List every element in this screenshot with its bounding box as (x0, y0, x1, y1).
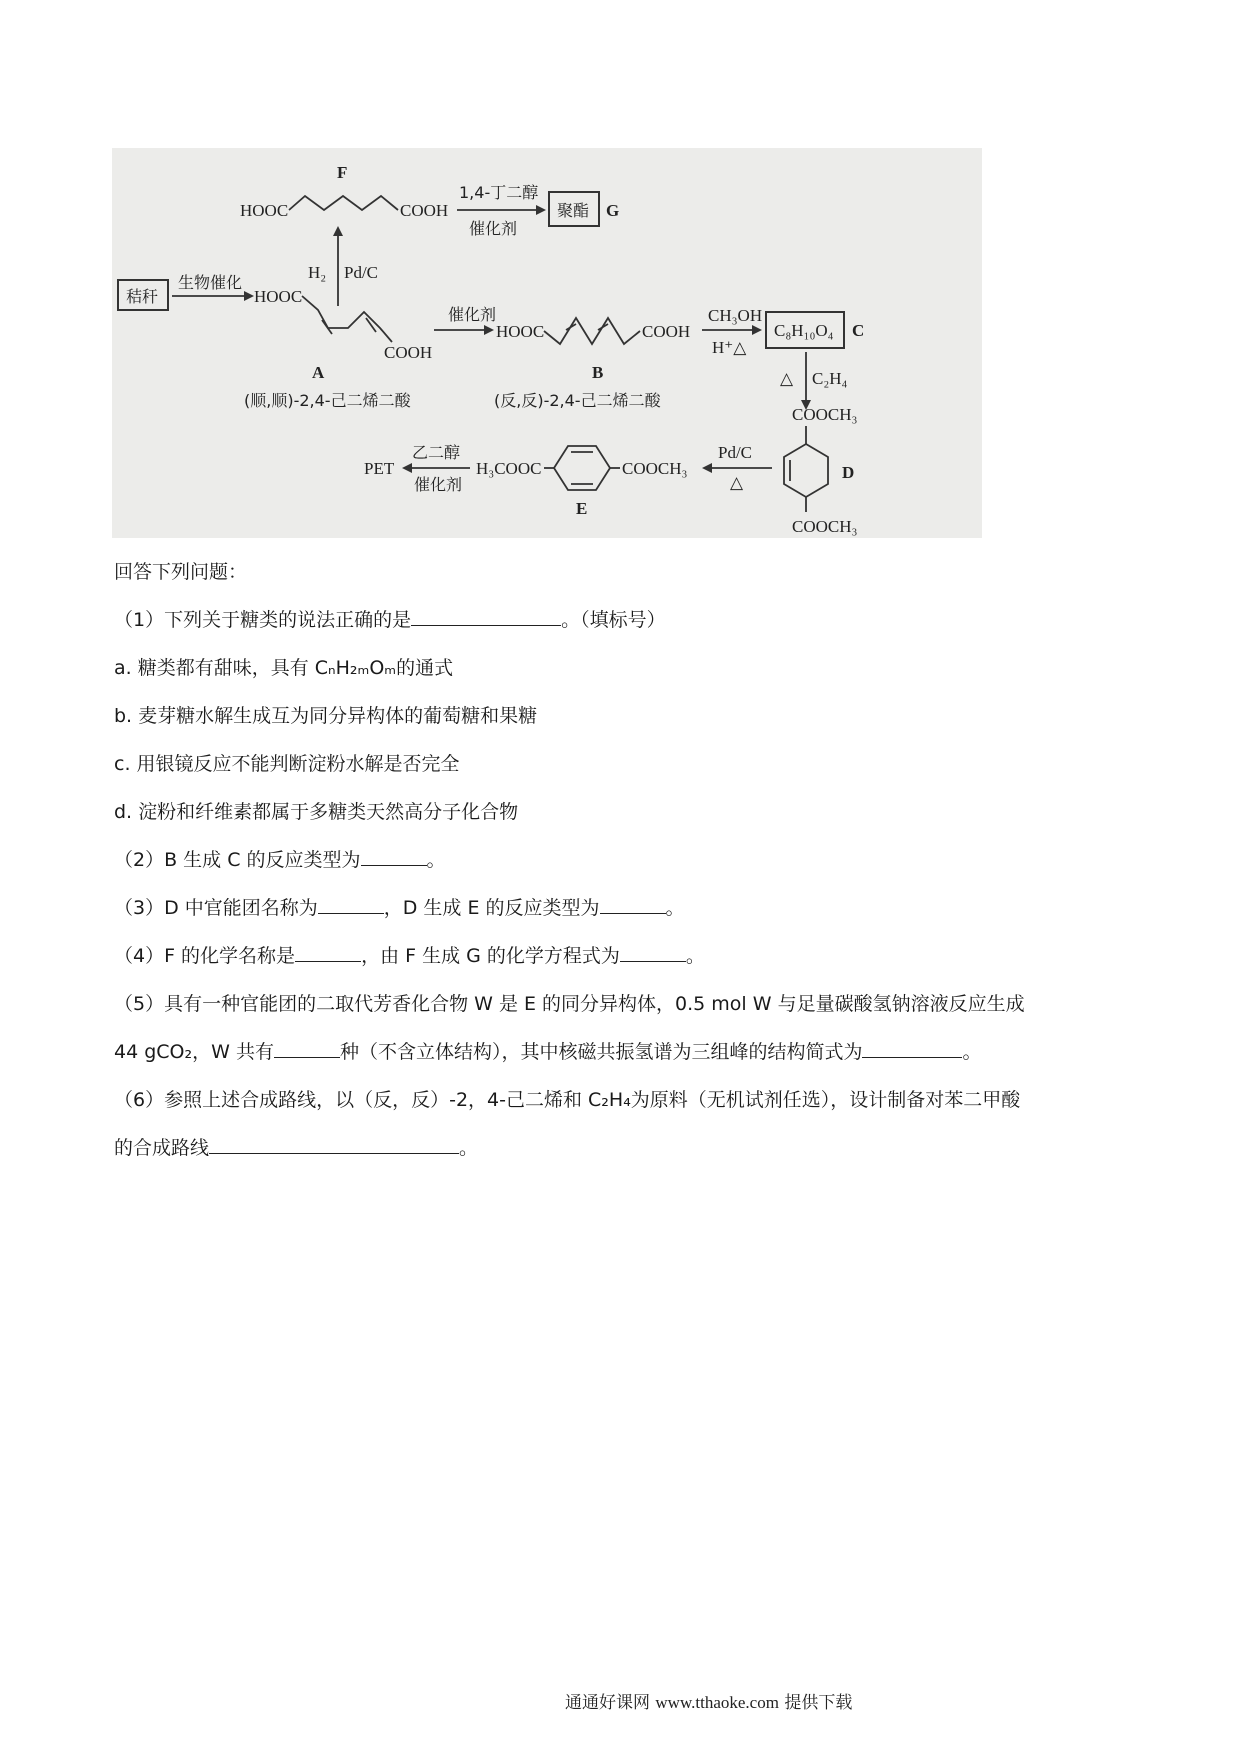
question-4 (114, 932, 1134, 980)
answer-blank-5a[interactable] (274, 1035, 340, 1058)
dehydro-heat: △ (730, 473, 744, 492)
compound-g-box-text: 聚酯 (557, 201, 590, 220)
answer-blank-4a[interactable] (295, 939, 361, 962)
question-5-end: 。 (962, 1041, 982, 1063)
question-5-line-2 (114, 1028, 1134, 1076)
question-6-stem: 的合成路线 (114, 1137, 210, 1159)
compound-b-chain (544, 318, 640, 344)
poly-arrowhead (536, 205, 546, 215)
hydrogenation-catalyst: Pd/C (344, 263, 379, 282)
synthesis-scheme-figure (112, 148, 982, 538)
option-c: c. 用银镜反应不能判断淀粉水解是否完全 (114, 753, 460, 775)
answer-blank-6[interactable] (209, 1131, 459, 1154)
compound-d-bottom-group: COOCH₃ (792, 517, 858, 536)
footer-site-name: 通通好课网 (565, 1693, 650, 1713)
question-4-stem: （4）F 的化学名称是 (114, 945, 296, 967)
answer-blank-2[interactable] (361, 843, 427, 866)
question-6-line-1: （6）参照上述合成路线，以（反，反）-2，4-己二烯和 C₂H₄为原料（无机试剂任选），设计制备对苯二甲酸 (114, 1089, 1021, 1111)
compound-c-label: C (852, 321, 865, 340)
question-3-end: 。 (665, 897, 685, 919)
compound-a-chain (302, 296, 392, 342)
dehydro-catalyst: Pd/C (718, 443, 753, 462)
pet-reagent: 乙二醇 (412, 443, 461, 462)
answer-blank-4b[interactable] (620, 939, 686, 962)
poly-reagent: 1,4-丁二醇 (459, 183, 539, 202)
compound-f-label: F (337, 163, 348, 182)
compound-d-top-group: COOCH₃ (792, 405, 858, 424)
question-5-line-1: （5）具有一种官能团的二取代芳香化合物 W 是 E 的同分异构体，0.5 mol W 与足量碳酸氢钠溶液反应生成 (114, 993, 1025, 1015)
compound-b-name: (反,反)-2,4-己二烯二酸 (494, 391, 661, 410)
question-3-stem: （3）D 中官能团名称为 (114, 897, 318, 919)
compound-b-label: B (592, 363, 604, 382)
poly-catalyst: 催化剂 (469, 219, 518, 238)
pet-catalyst: 催化剂 (414, 475, 463, 494)
hydrogenation-arrowhead (333, 226, 343, 236)
question-5-stem: 44 gCO₂，W 共有 (114, 1041, 274, 1063)
compound-b-left-group: HOOC (496, 322, 545, 341)
footer-url: www.tthaoke.com (655, 1693, 779, 1712)
option-b: b. 麦芽糖水解生成互为同分异构体的葡萄糖和果糖 (114, 705, 538, 727)
compound-b-right-group: COOH (642, 322, 691, 341)
answer-blank-3b[interactable] (600, 891, 666, 914)
hydrogenation-reagent: H₂ (308, 263, 327, 282)
question-1-stem: （1）下列关于糖类的说法正确的是 (114, 609, 412, 631)
compound-e-label: E (576, 499, 588, 518)
esterify-arrowhead (752, 325, 762, 335)
intro-text: 回答下列问题： (114, 561, 248, 583)
compound-a-left-group: HOOC (254, 287, 303, 306)
compound-a-double-bond-1 (322, 320, 332, 334)
question-3-middle: ，D 生成 E 的反应类型为 (383, 897, 600, 919)
compound-e-right-group: COOCH₃ (622, 459, 688, 478)
question-1 (114, 596, 1134, 644)
compound-d-label: D (842, 463, 855, 482)
diels-alder-heat: △ (780, 369, 794, 388)
raw-material-text: 秸秆 (126, 287, 159, 306)
question-4-middle: ，由 F 生成 G 的化学方程式为 (361, 945, 620, 967)
question-6-line-2 (114, 1124, 1134, 1172)
question-5-middle: 种（不含立体结构），其中核磁共振氢谱为三组峰的结构简式为 (339, 1041, 863, 1063)
compound-a-label: A (312, 363, 325, 382)
compound-g-label: G (606, 201, 620, 220)
question-3 (114, 884, 1134, 932)
compound-c-formula: C₈H₁₀O₄ (774, 321, 834, 340)
question-2-stem: （2）B 生成 C 的反应类型为 (114, 849, 361, 871)
isomer-arrowhead (484, 325, 494, 335)
compound-f-chain (289, 196, 398, 210)
esterify-reagent: CH₃OH (708, 306, 763, 325)
page-footer (565, 1688, 852, 1713)
answer-blank-5b[interactable] (862, 1035, 962, 1058)
question-2 (114, 836, 1134, 884)
compound-e-left-group: H₃COOC (476, 459, 542, 478)
diels-alder-reagent: C₂H₄ (812, 369, 848, 388)
question-block (114, 548, 1134, 1172)
compound-a-name: (顺,顺)-2,4-己二烯二酸 (244, 391, 411, 410)
option-a: a. 糖类都有甜味，具有 CₙH₂ₘOₘ的通式 (114, 657, 454, 679)
question-1-note: 。（填标号） (561, 609, 666, 631)
footer-suffix: 提供下载 (784, 1693, 853, 1713)
compound-f-right-group: COOH (400, 201, 449, 220)
question-6-end: 。 (459, 1137, 479, 1159)
bio-catalysis-label: 生物催化 (178, 273, 243, 292)
answer-blank-1[interactable] (411, 603, 561, 626)
compound-f-left-group: HOOC (240, 201, 289, 220)
option-d: d. 淀粉和纤维素都属于多糖类天然高分子化合物 (114, 801, 519, 823)
reaction-scheme-svg (112, 148, 982, 538)
question-2-end: 。 (426, 849, 446, 871)
compound-a-right-group: COOH (384, 343, 433, 362)
answer-blank-3a[interactable] (318, 891, 384, 914)
bio-arrowhead (244, 291, 254, 301)
pet-arrowhead (402, 463, 412, 473)
question-4-end: 。 (685, 945, 705, 967)
pet-product: PET (364, 459, 395, 478)
dehydro-arrowhead (702, 463, 712, 473)
isomer-catalyst: 催化剂 (448, 305, 497, 324)
esterify-condition: H⁺△ (712, 338, 747, 357)
